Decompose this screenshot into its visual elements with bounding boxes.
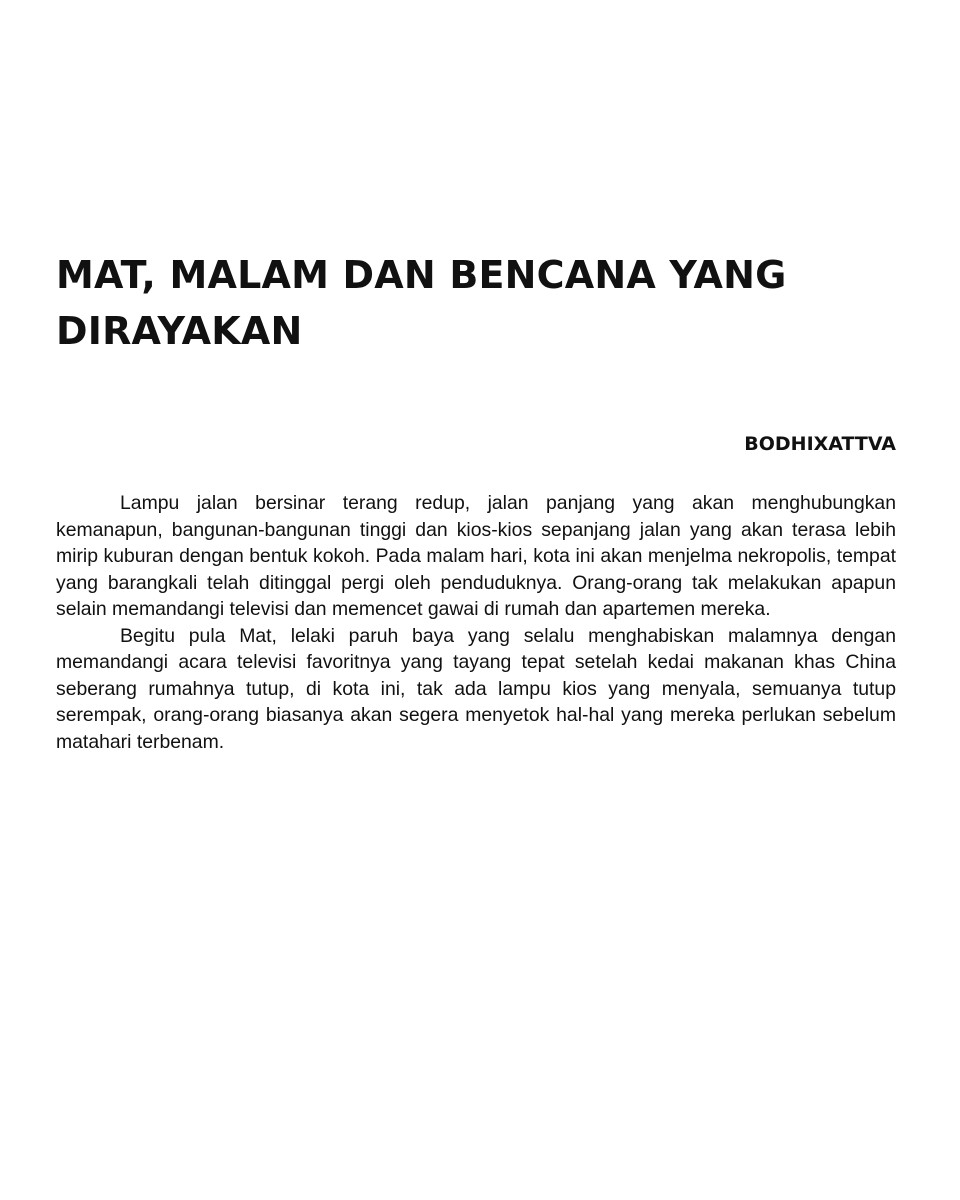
document-page (56, 0, 896, 1200)
paragraph-1: Lampu jalan bersinar terang redup, jalan panjang yang akan menghubungkan kemanapun, bangunan-bangunan tinggi dan kios-kios sepanjang jalan yang akan terasa lebih mirip kuburan dengan bentuk kokoh. Pada malam hari, kota ini akan menjelma nekropolis, tempat yang barangkali telah ditinggal pergi oleh penduduknya. Orang-orang tak melakukan apapun selain memandangi televisi dan memencet gawai di rumah dan apartemen mereka. (56, 492, 896, 620)
paragraph-2: Begitu pula Mat, lelaki paruh baya yang selalu menghabiskan malamnya dengan memandangi acara televisi favoritnya yang tayang tepat setelah kedai makanan khas China seberang rumahnya tutup, di kota ini, tak ada lampu kios yang menyala, semuanya tutup serempak, orang-orang biasanya akan segera menyetok hal-hal yang mereka perlukan sebelum matahari terbenam. (56, 624, 896, 753)
story-title: MAT, MALAM DAN BENCANA YANG DIRAYAKAN (56, 253, 787, 353)
story-body (56, 490, 896, 755)
author-name: BODHIXATTVA (744, 433, 896, 455)
